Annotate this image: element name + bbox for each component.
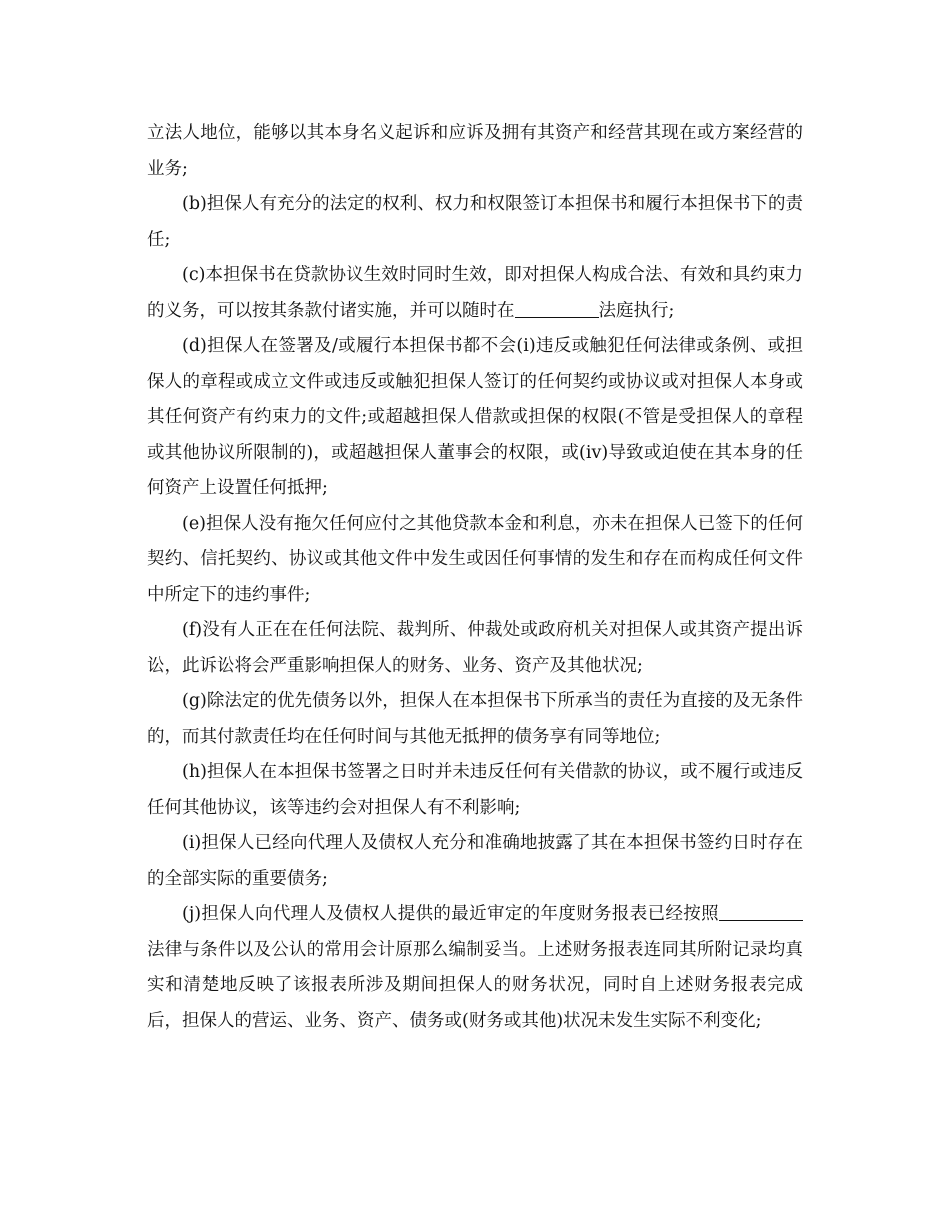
paragraph-text: (c)本担保书在贷款协议生效时同时生效，即对担保人构成合法、有效和具约束力的义务，可以按其条款付诸实施，并可以随时在 — [147, 265, 803, 321]
paragraph-text: (d)担保人在签署及/或履行本担保书都不会(i)违反或触犯任何法律或条例、或担保人的章程或成立文件或违反或触犯担保人签订的任何契约或协议或对担保人本身或其任何资产有约束力的文件;或超越担保人借款或担保的权限(不管是受担保人的章程或其他协议所限制的)，或超越担保人董事会的权限，或(iv)导致或迫使在其本身的任何资产上设置任何抵押; — [147, 336, 803, 498]
paragraph-b — [147, 187, 803, 258]
paragraph-text-continued: 法律与条件以及公认的常用会计原那么编制妥当。上述财务报表连同其所附记录均真实和清楚地反映了该报表所涉及期间担保人的财务状况，同时自上述财务报表完成后，担保人的营运、业务、资产、债务或(财务或其他)状况未发生实际不利变化; — [147, 939, 803, 1031]
fill-in-blank — [719, 903, 803, 922]
paragraph-text: (i)担保人已经向代理人及债权人充分和准确地披露了其在本担保书签约日时存在的全部实际的重要债务; — [147, 833, 803, 889]
paragraph-text-continued: 法庭执行; — [598, 300, 675, 321]
paragraph-h — [147, 755, 803, 826]
paragraph-c — [147, 258, 803, 329]
paragraph-text: (j)担保人向代理人及债权人提供的最近审定的年度财务报表已经按照 — [182, 904, 719, 924]
paragraph-text: (b)担保人有充分的法定的权利、权力和权限签订本担保书和履行本担保书下的责任; — [147, 194, 803, 250]
paragraph-f — [147, 613, 803, 684]
paragraph-i — [147, 826, 803, 897]
paragraph-text: (g)除法定的优先债务以外，担保人在本担保书下所承当的责任为直接的及无条件的，而其付款责任均在任何时间与其他无抵押的债务享有同等地位; — [147, 691, 803, 747]
paragraph-text: (e)担保人没有拖欠任何应付之其他贷款本金和利息，亦未在担保人已签下的任何契约、信托契约、协议或其他文件中发生或因任何事情的发生和存在而构成任何文件中所定下的违约事件; — [147, 513, 803, 605]
paragraph-text: (f)没有人正在在任何法院、裁判所、仲裁处或政府机关对担保人或其资产提出诉讼，此诉讼将会严重影响担保人的财务、业务、资产及其他状况; — [147, 620, 803, 676]
paragraph-e — [147, 507, 803, 614]
paragraph-j — [147, 897, 803, 1039]
fill-in-blank — [515, 299, 599, 318]
paragraph-continuation — [147, 116, 803, 187]
paragraph-text: (h)担保人在本担保书签署之日时并未违反任何有关借款的协议，或不履行或违反任何其他协议，该等违约会对担保人有不利影响; — [147, 762, 803, 818]
document-page — [147, 116, 803, 1039]
paragraph-g — [147, 684, 803, 755]
paragraph-text: 立法人地位，能够以其本身名义起诉和应诉及拥有其资产和经营其现在或方案经营的业务; — [147, 123, 803, 179]
paragraph-d — [147, 329, 803, 507]
